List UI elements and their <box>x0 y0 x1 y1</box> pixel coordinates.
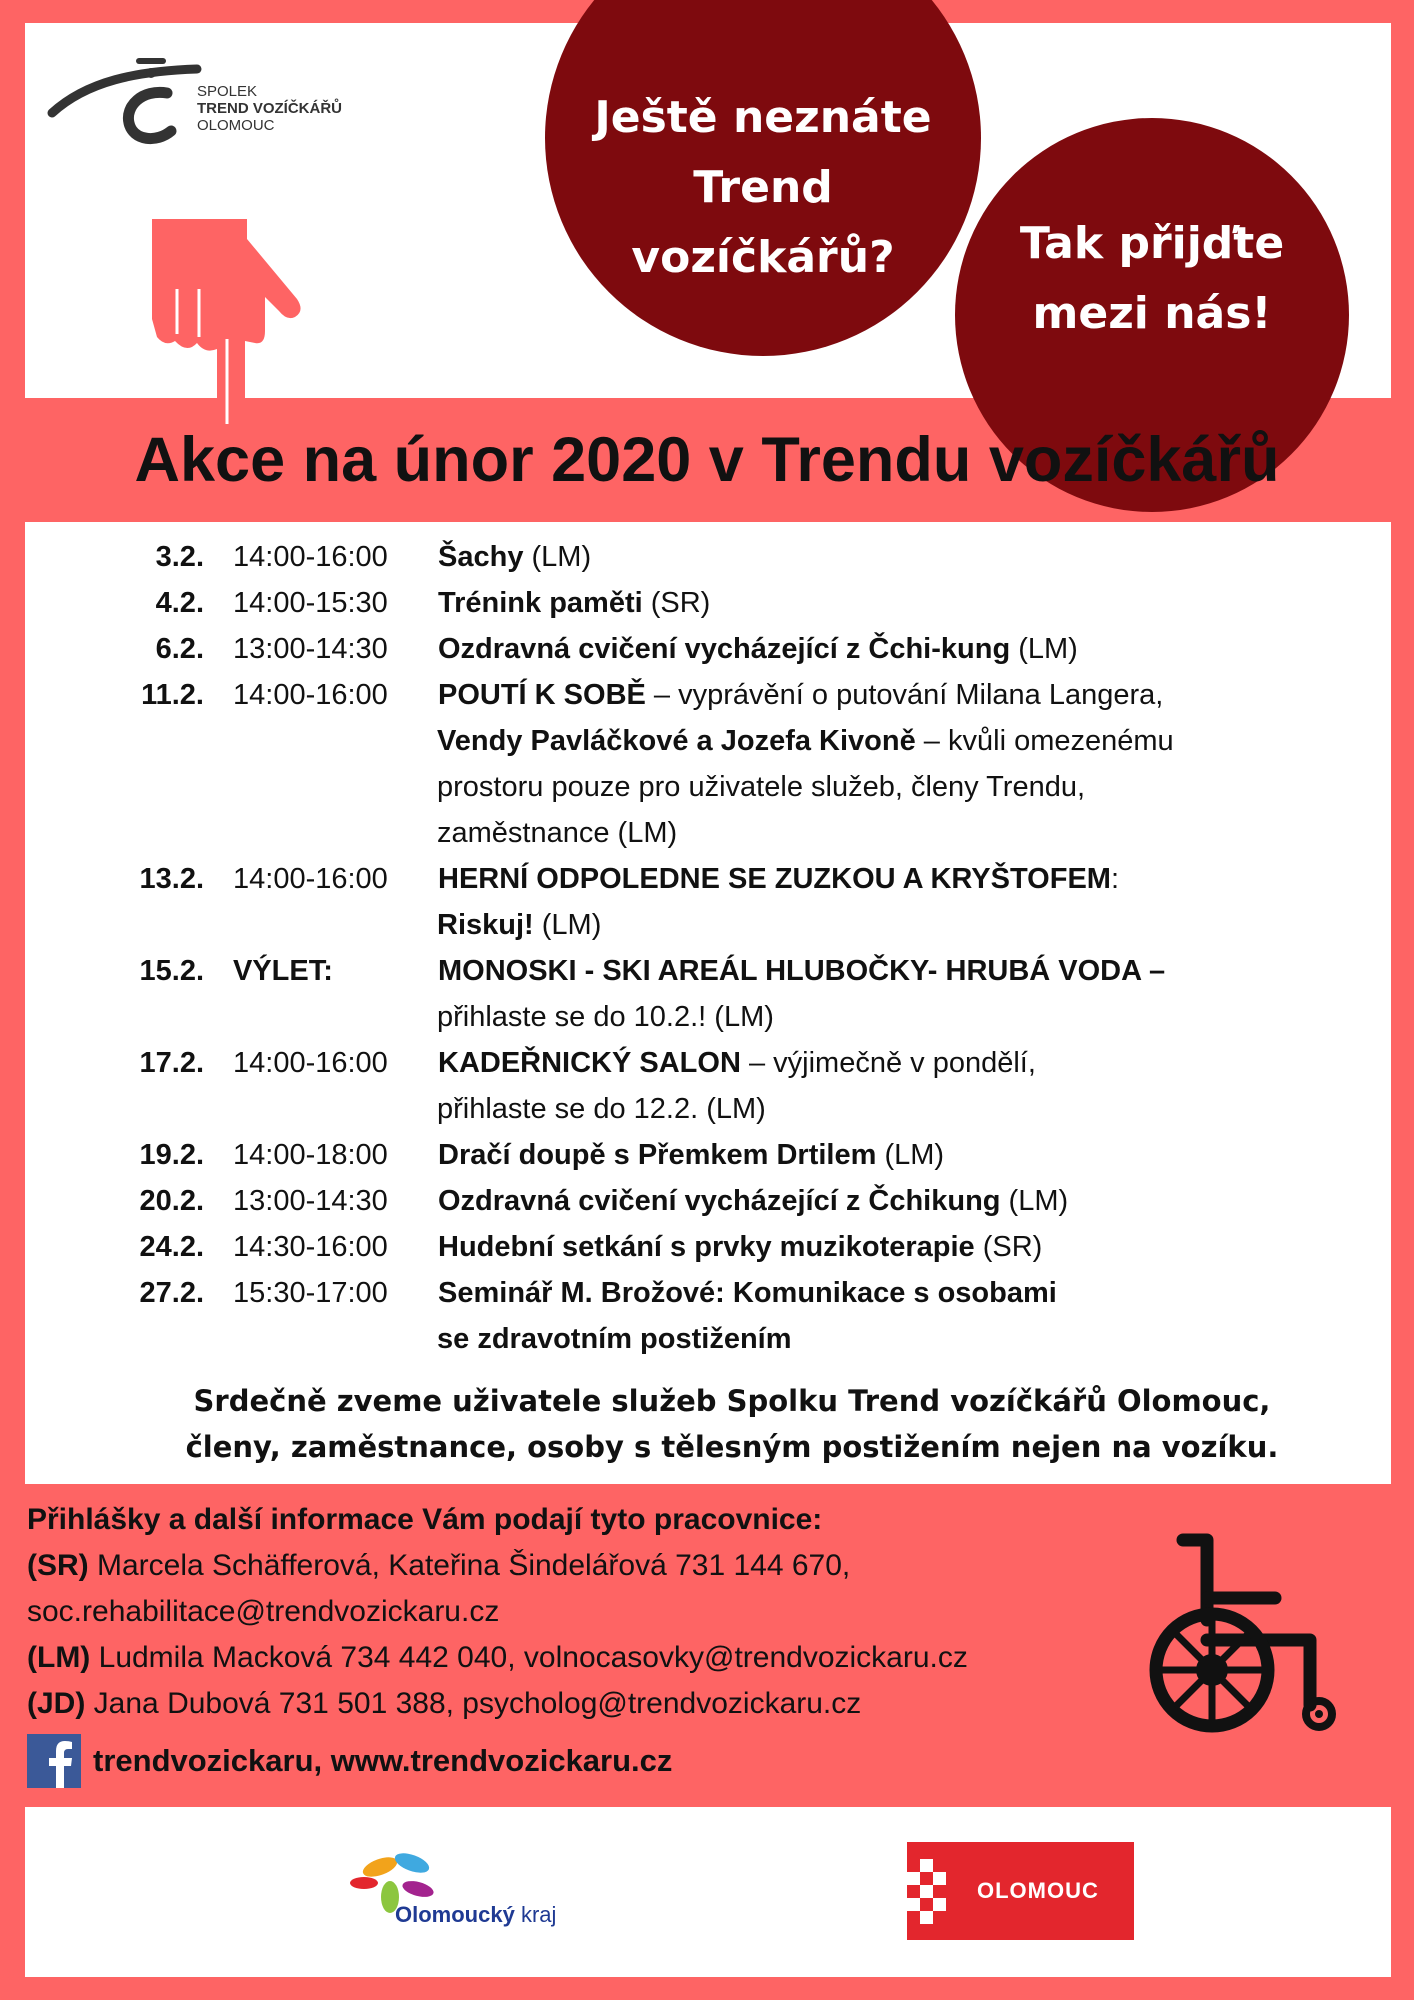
event-name: MONOSKI - SKI AREÁL HLUBOČKY- HRUBÁ VODA – <box>438 955 1166 987</box>
event-date: 3.2. <box>155 541 204 573</box>
contact-jd-code: (JD) <box>27 1687 86 1720</box>
event-date: 4.2. <box>155 587 204 619</box>
event-time: 14:00-18:00 <box>233 1139 388 1171</box>
event-time: 14:00-16:00 <box>233 679 388 711</box>
answer-line-2: mezi nás! <box>1032 288 1272 339</box>
invitation-line-2: členy, zaměstnance, osoby s tělesným postižením nejen na vozíku. <box>185 1430 1279 1464</box>
event-name: HERNÍ ODPOLEDNE SE ZUZKOU A KRYŠTOFEM <box>438 863 1111 895</box>
event-description <box>438 1178 1068 1224</box>
event-time: 13:00-14:30 <box>233 1185 388 1217</box>
event-time: 14:30-16:00 <box>233 1231 388 1263</box>
contact-lm-text[interactable]: Ludmila Macková 734 442 040, volnocasovky@trendvozickaru.cz <box>90 1641 968 1674</box>
contact-sr-email[interactable]: soc.rehabilitace@trendvozickaru.cz <box>27 1595 500 1628</box>
contacts-heading: Přihlášky a další informace Vám podají tyto pracovnice: <box>27 1503 823 1536</box>
event-description <box>438 1040 1036 1086</box>
event-continuation-rest: – kvůli omezenému <box>915 725 1174 757</box>
question-bubble <box>545 0 981 356</box>
contact-jd-text[interactable]: Jana Dubová 731 501 388, psycholog@trendvozickaru.cz <box>85 1687 862 1720</box>
invitation-text <box>25 1378 1414 1470</box>
event-date: 19.2. <box>139 1139 204 1171</box>
org-logo-line3: OLOMOUC <box>197 117 275 134</box>
event-note: – vyprávění o putování Milana Langera, <box>645 679 1164 711</box>
event-description <box>438 534 591 580</box>
question-line-3: vozíčkářů? <box>631 232 895 283</box>
event-name: Šachy <box>438 541 524 573</box>
event-date: 17.2. <box>139 1047 204 1079</box>
org-logo <box>47 51 367 151</box>
event-date: 24.2. <box>139 1231 204 1263</box>
event-description <box>438 626 1078 672</box>
event-date: 20.2. <box>139 1185 204 1217</box>
event-description <box>438 1132 944 1178</box>
event-note: : <box>1110 863 1120 895</box>
contact-jd <box>27 1681 968 1727</box>
event-name: Dračí doupě s Přemkem Drtilem <box>438 1139 877 1171</box>
event-time: 14:00-16:00 <box>233 863 388 895</box>
event-continuation-bold: Vendy Pavláčkové a Jozefa Kivoně <box>437 725 916 757</box>
event-time: 13:00-14:30 <box>233 633 388 665</box>
event-name: Seminář M. Brožové: Komunikace s osobami <box>438 1277 1057 1309</box>
event-continuation-text: zaměstnance (LM) <box>437 817 678 849</box>
event-description <box>438 580 710 626</box>
social-row <box>27 1733 672 1789</box>
event-note: (LM) <box>1010 633 1078 665</box>
event-date: 13.2. <box>139 863 204 895</box>
event-name: Ozdravná cvičení vycházející z Čchi-kung <box>438 633 1011 665</box>
events-panel <box>25 522 1391 1484</box>
event-time: VÝLET: <box>233 955 333 987</box>
org-logo-mark <box>47 51 217 151</box>
olomoucky-kraj-name: Olomoucký <box>395 1902 515 1927</box>
event-name: Hudební setkání s prvky muzikoterapie <box>438 1231 975 1263</box>
social-links[interactable]: trendvozickaru, www.trendvozickaru.cz <box>93 1743 673 1778</box>
partners-panel <box>25 1807 1391 1977</box>
org-logo-line1: SPOLEK <box>197 83 258 100</box>
answer-line-1: Tak přijďte <box>1019 218 1285 269</box>
event-description <box>438 1224 1042 1270</box>
event-description <box>438 948 1165 994</box>
event-note: (LM) <box>523 541 592 573</box>
event-note: – výjimečně v pondělí, <box>740 1047 1036 1079</box>
facebook-icon[interactable] <box>27 1734 81 1788</box>
event-note: (LM) <box>876 1139 945 1171</box>
event-time: 15:30-17:00 <box>233 1277 388 1309</box>
event-date: 27.2. <box>139 1277 204 1309</box>
event-description <box>438 1270 1057 1316</box>
contact-sr <box>27 1543 968 1589</box>
event-continuation-text: přihlaste se do 12.2. (LM) <box>437 1093 766 1125</box>
contact-sr-code: (SR) <box>27 1549 89 1582</box>
event-continuation-bold: se zdravotním postižením <box>437 1323 792 1355</box>
question-line-1: Ještě neznáte <box>594 92 932 143</box>
event-name: KADEŘNICKÝ SALON <box>438 1047 741 1079</box>
page-title: Akce na únor 2020 v Trendu vozíčkářů <box>134 425 1280 495</box>
event-date: 6.2. <box>155 633 204 665</box>
event-continuation-bold: Riskuj! <box>437 909 534 941</box>
olomoucky-kraj-suffix: kraj <box>520 1902 557 1927</box>
event-time: 14:00-16:00 <box>233 1047 388 1079</box>
question-line-2: Trend <box>693 162 833 213</box>
contact-sr-text: Marcela Schäfferová, Kateřina Šindelářová 731 144 670, <box>88 1549 851 1582</box>
event-continuation-text: přihlaste se do 10.2.! (LM) <box>437 1001 774 1033</box>
event-date: 11.2. <box>141 679 204 711</box>
event-continuation-text <box>437 718 1174 764</box>
contact-lm <box>27 1635 968 1681</box>
event-name: Trénink paměti <box>438 587 643 619</box>
event-note: (SR) <box>642 587 711 619</box>
event-time: 14:00-15:30 <box>233 587 388 619</box>
event-continuation-text: prostoru pouze pro uživatele služeb, členy Trendu, <box>437 771 1086 803</box>
event-continuation-text <box>437 1316 792 1362</box>
event-date: 15.2. <box>139 955 204 987</box>
olomoucky-kraj-logo <box>325 1857 605 1937</box>
event-continuation-text <box>437 902 601 948</box>
wheelchair-icon <box>1145 1520 1345 1740</box>
invitation-line-1: Srdečně zveme uživatele služeb Spolku Trend vozíčkářů Olomouc, <box>193 1384 1271 1418</box>
event-name: Ozdravná cvičení vycházející z Čchikung <box>438 1185 1001 1217</box>
olomouc-city-name: OLOMOUC <box>977 1878 1099 1903</box>
org-logo-line2: TREND VOZÍČKÁŘŮ <box>197 100 342 117</box>
event-time: 14:00-16:00 <box>233 541 388 573</box>
contacts-section <box>27 1497 968 1727</box>
event-description <box>438 856 1119 902</box>
title-band <box>0 398 1414 522</box>
olomouc-city-logo <box>907 1842 1134 1940</box>
contact-lm-code: (LM) <box>27 1641 91 1674</box>
event-name: POUTÍ K SOBĚ <box>438 679 646 711</box>
event-continuation-rest: (LM) <box>533 909 602 941</box>
event-note: (SR) <box>974 1231 1043 1263</box>
event-note: (LM) <box>1000 1185 1069 1217</box>
event-description <box>438 672 1163 718</box>
